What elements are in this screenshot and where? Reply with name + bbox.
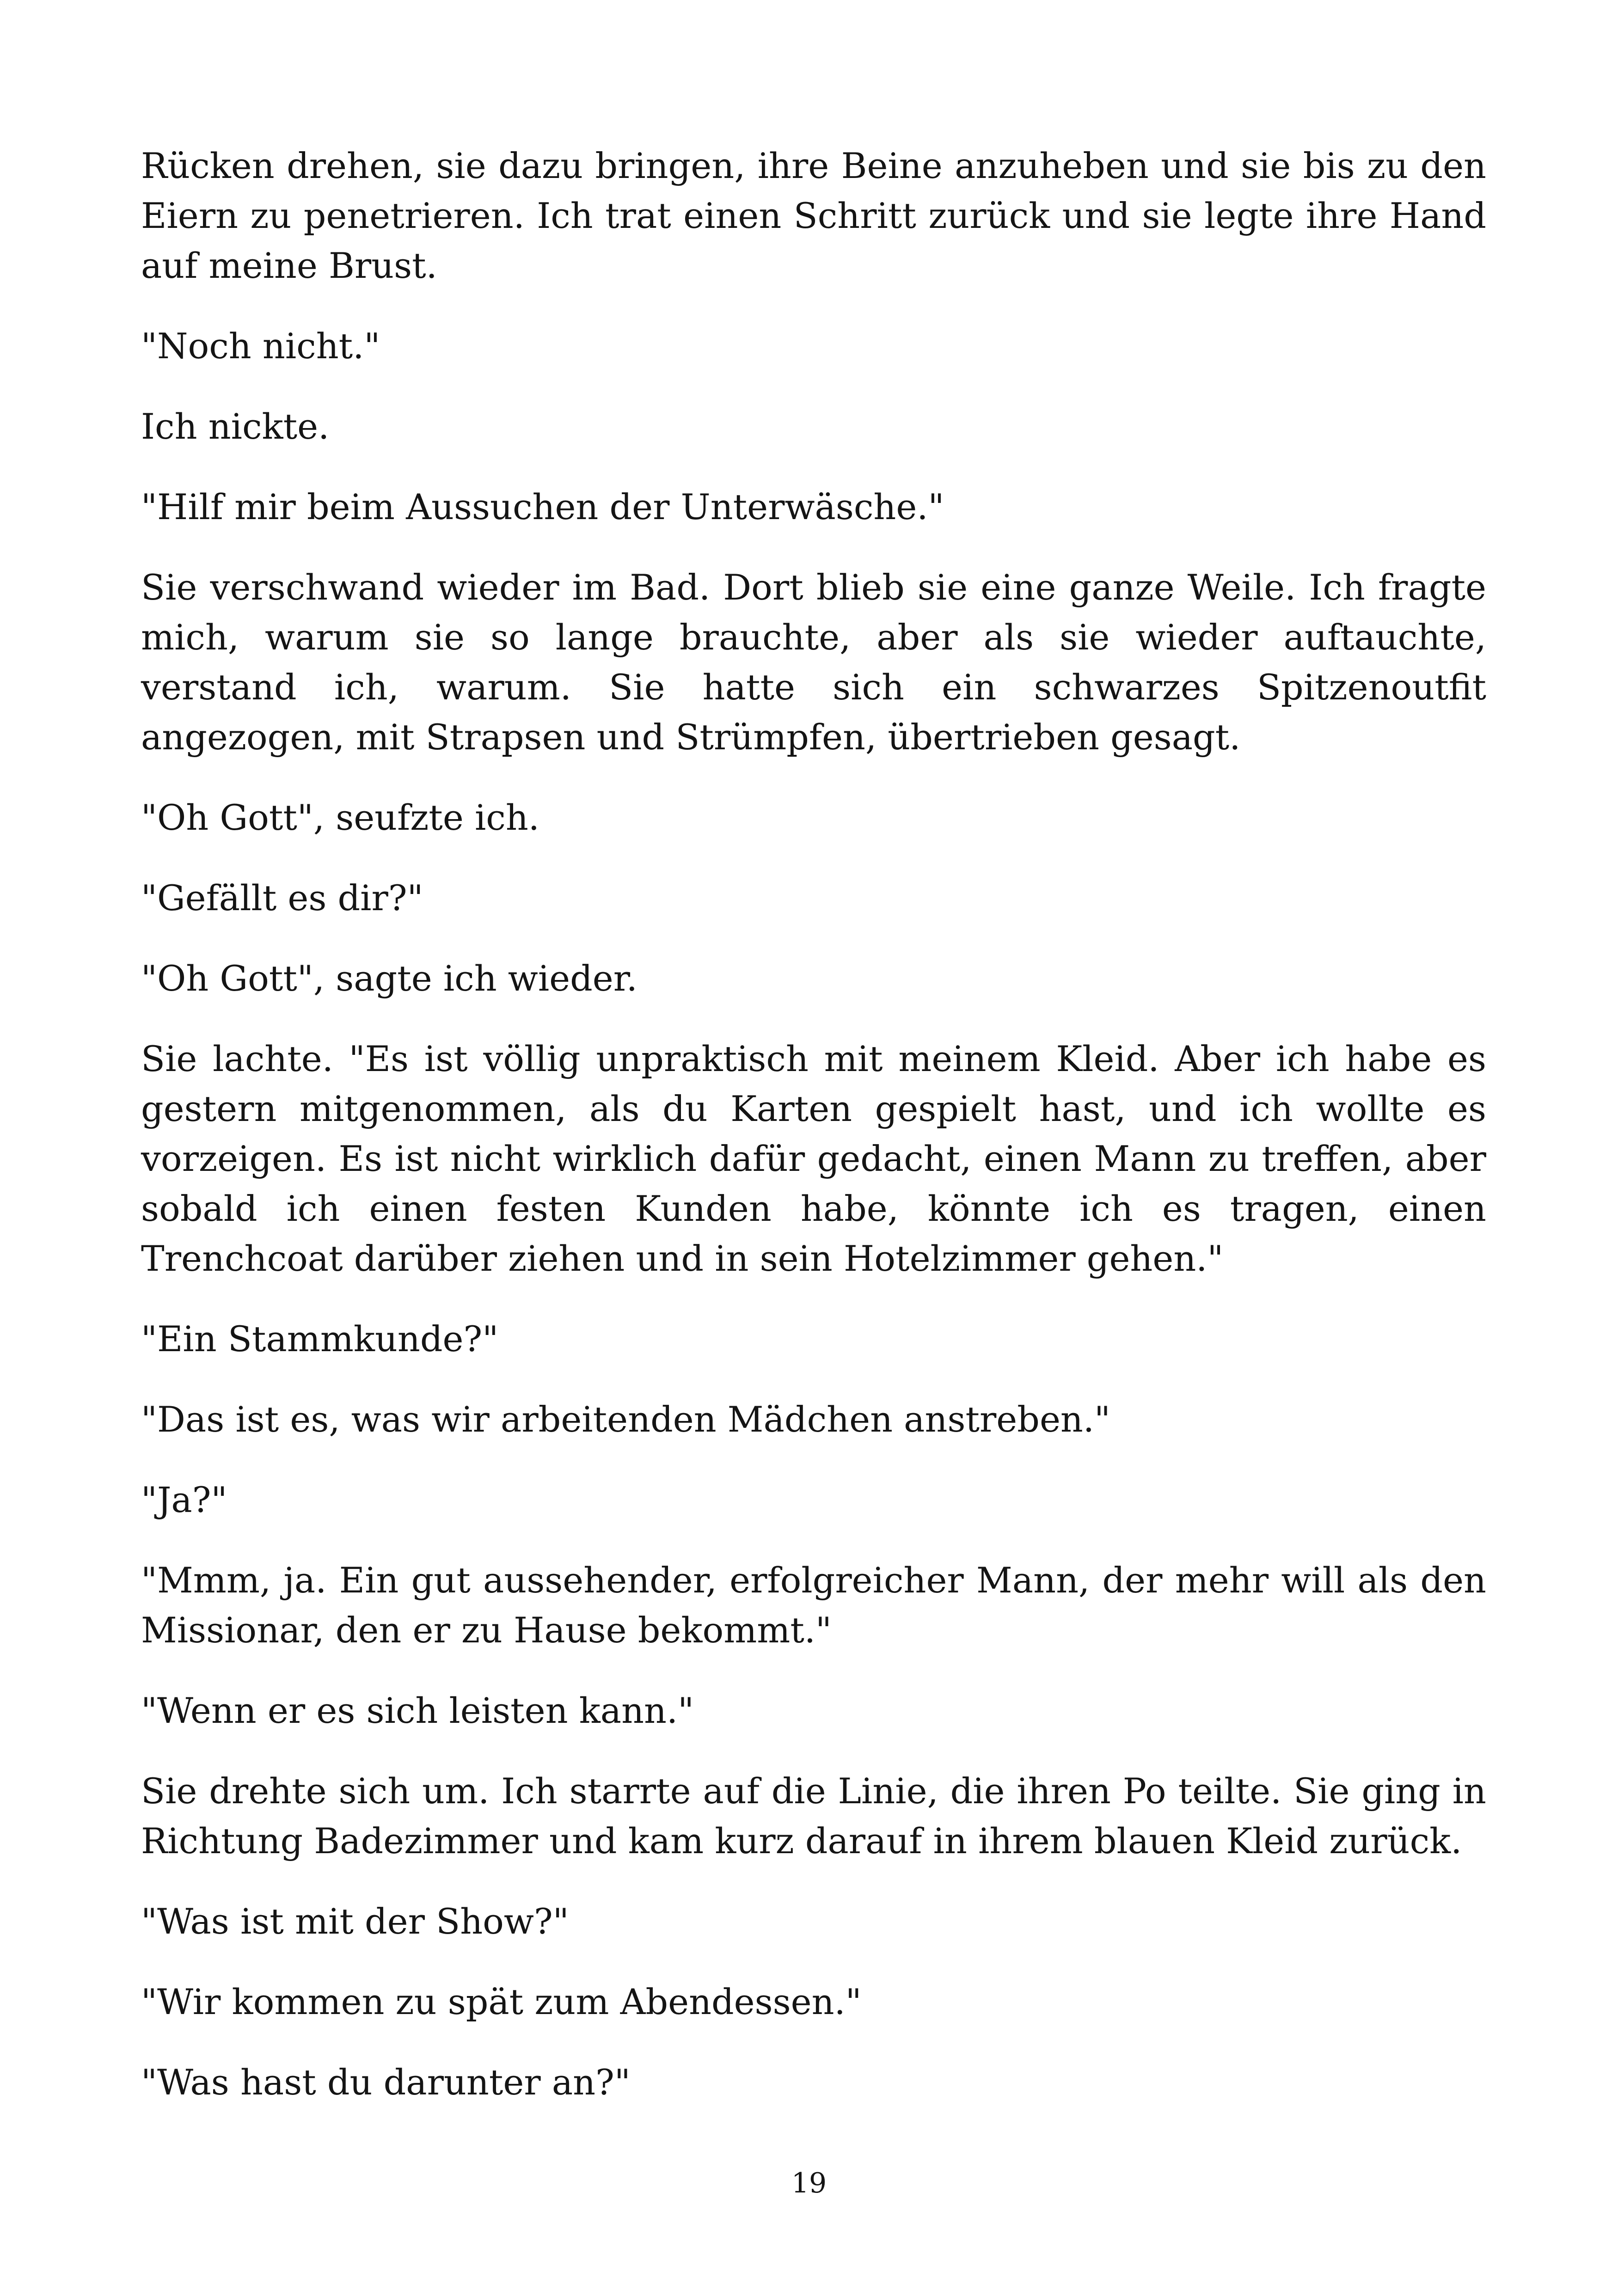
paragraph: "Gefällt es dir?"	[141, 877, 423, 918]
paragraph: Sie verschwand wieder im Bad. Dort blieb sie eine ganze Weile. Ich fragte mich, warum sie so lange brauchte, aber als sie wieder auftauchte, verstand ich, warum. Sie hatte sich ein schwarzes Spitzenoutfit angezogen, mit Strapsen und Strümpfen, übertrieben gesagt.	[141, 567, 1486, 758]
paragraph: "Mmm, ja. Ein gut aussehender, erfolgreicher Mann, der mehr will als den Missionar, den er zu Hause bekommt."	[141, 1560, 1486, 1651]
paragraph: Sie drehte sich um. Ich starrte auf die Linie, die ihren Po teilte. Sie ging in Richtung Badezimmer und kam kurz darauf in ihrem blauen Kleid zurück.	[141, 1770, 1486, 1861]
paragraph: "Das ist es, was wir arbeitenden Mädchen anstreben."	[141, 1399, 1110, 1440]
paragraph: "Was ist mit der Show?"	[141, 1901, 569, 1942]
paragraph: "Ein Stammkunde?"	[141, 1318, 499, 1359]
paragraph: "Was hast du darunter an?"	[141, 2062, 631, 2103]
paragraph: "Oh Gott", sagte ich wieder.	[141, 958, 637, 999]
paragraph: "Wenn er es sich leisten kann."	[141, 1690, 694, 1731]
paragraph: "Oh Gott", seufzte ich.	[141, 797, 539, 838]
body-text	[141, 141, 1486, 2138]
page-number: 19	[791, 2167, 827, 2199]
paragraph: "Hilf mir beim Aussuchen der Unterwäsche."	[141, 486, 944, 527]
paragraph: "Noch nicht."	[141, 325, 380, 367]
paragraph: "Wir kommen zu spät zum Abendessen."	[141, 1981, 862, 2022]
paragraph: Rücken drehen, sie dazu bringen, ihre Beine anzuheben und sie bis zu den Eiern zu penetrieren. Ich trat einen Schritt zurück und sie legte ihre Hand auf meine Brust.	[141, 145, 1486, 286]
paragraph: Sie lachte. "Es ist völlig unpraktisch mit meinem Kleid. Aber ich habe es gestern mitgenommen, als du Karten gespielt hast, und ich wollte es vorzeigen. Es ist nicht wirklich dafür gedacht, einen Mann zu treffen, aber sobald ich einen festen Kunden habe, könnte ich es tragen, einen Trenchcoat darüber ziehen und in sein Hotelzimmer gehen."	[141, 1038, 1486, 1279]
paragraph: Ich nickte.	[141, 406, 330, 447]
paragraph: "Ja?"	[141, 1479, 227, 1520]
